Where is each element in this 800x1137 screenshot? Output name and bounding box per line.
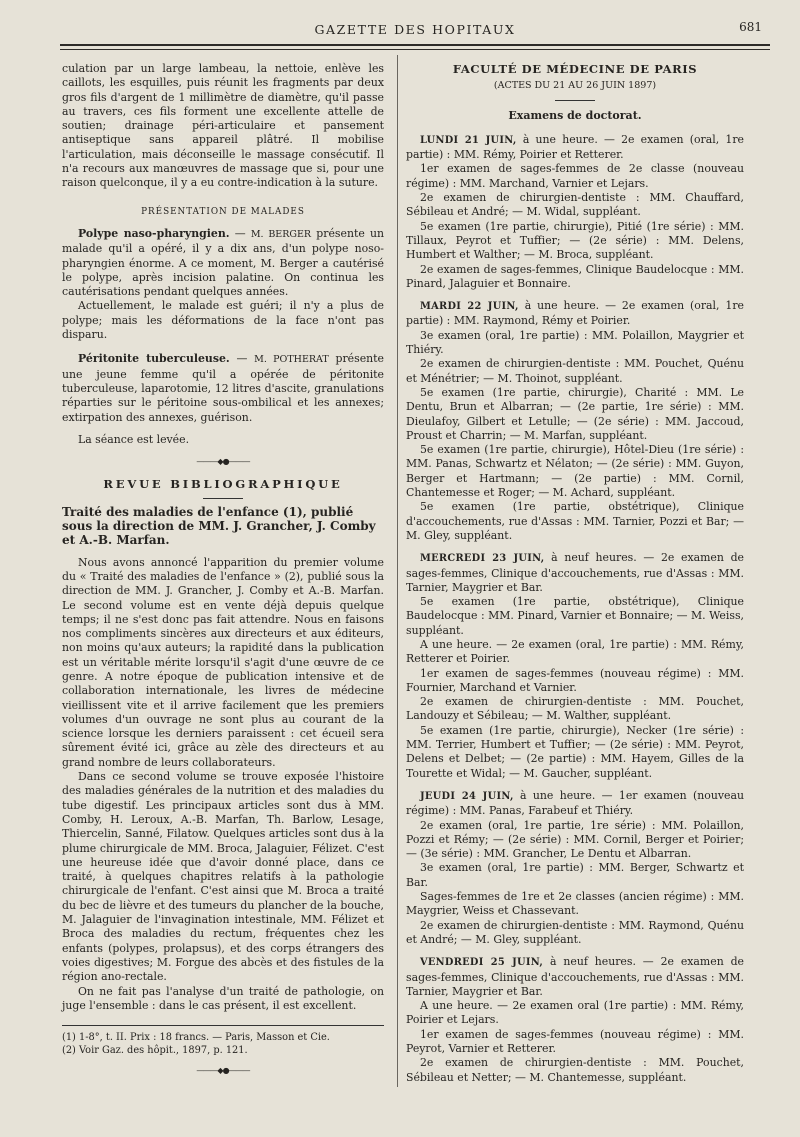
exam-entry: 5e examen (1re partie, chirurgie), Necker (1re série) : MM. Terrier, Humbert et Tuffier; — (2e série) : MM. Peyrot, Delens et Delbet; — (2e partie) : MM. Hayem, Gilles de la Tourette et Widal; — M. Gaucher, suppléant. bbox=[406, 723, 744, 780]
polype-paragraph: Polype naso-pharyngien. — M. BERGER présente un malade qu'il a opéré, il y a dix ans, d'un polype noso-pharyngien énorme. A ce moment, M. Berger a cautérisé le polype, après incision palatine. On continua les cautérisations pendant quelques années. bbox=[62, 226, 384, 299]
left-column bbox=[62, 62, 384, 1086]
page-number: 681 bbox=[739, 20, 762, 34]
footnote-2: (2) Voir Gaz. des hôpit., 1897, p. 121. bbox=[62, 1044, 248, 1056]
day-vendredi bbox=[406, 955, 744, 1085]
exam-entry: 5e examen (1re partie, obstétrique), Clinique d'accouchements, rue d'Assas : MM. Tarnier, Pozzi et Bar; — M. Gley, suppléant. bbox=[406, 500, 744, 542]
day-jeudi bbox=[406, 789, 744, 947]
short-rule-right bbox=[555, 100, 595, 101]
exam-entry: 2e examen (oral, 1re partie, 1re série) : MM. Polaillon, Pozzi et Rémy; — (2e série) : MM. Cornil, Berger et Poirier; — (3e série) : MM. Grancher, Le Dentu et Albarran. bbox=[406, 818, 744, 861]
exam-entry: MERCREDI 23 JUIN, à neuf heures. — 2e examen de sages-femmes, Clinique d'accouchements, rue d'Assas : MM. Tarnier, Maygrier et Bar. bbox=[406, 551, 745, 594]
exam-entry: VENDREDI 25 JUIN, à neuf heures. — 2e examen de sages-femmes, Clinique d'accouchements, rue d'Assas : MM. Tarnier, Maygrier et Bar. bbox=[406, 955, 745, 998]
review-paragraph-3: On ne fait pas l'analyse d'un traité de pathologie, on juge l'ensemble : dans le cas présent, il est excellent. bbox=[62, 984, 384, 1012]
exam-entry: 1er examen de sages-femmes de 2e classe (nouveau régime) : MM. Marchand, Varnier et Lejars. bbox=[406, 162, 744, 190]
exam-entry: A une heure. — 2e examen (oral, 1re partie) : MM. Rémy, Retterer et Poirier. bbox=[406, 637, 744, 666]
continuation-paragraph: culation par un large lambeau, la nettoie, enlève les caillots, les esquilles, puis réunit les fragments par deux gros fils d'argent de 1 millimètre de diamètre, qu'il passe au travers, ces fils forment une excellente attelle de soutien; drainage péri-articulaire et pansement antiseptique sans appareil plâtré. Il mobilise l'articulation, mais déconseille le massage consécutif. Il n'a recours aux manœuvres de massage que si, pour une raison quelconque, il y a eu contre-indication à la suture. bbox=[62, 62, 384, 190]
exam-entry: 3e examen (oral, 1re partie) : MM. Berger, Schwartz et Bar. bbox=[406, 861, 744, 889]
polype-paragraph-2: Actuellement, le malade est guéri; il n'y a plus de polype; mais les déformations de la face n'ont pas disparu. bbox=[62, 299, 384, 342]
header-rule-thin bbox=[60, 49, 770, 50]
exam-entry: MARDI 22 JUIN, à une heure. — 2e examen (oral, 1re partie) : MM. Raymond, Rémy et Poirier. bbox=[406, 299, 744, 328]
exam-entry: 2e examen de chirurgien-dentiste : MM. Pouchet, Sébileau et Netter; — M. Chantemesse, suppléant. bbox=[406, 1056, 744, 1084]
exam-entry: 5e examen (1re partie, obstétrique), Clinique Baudelocque : MM. Pinard, Varnier et Bonnaire; — M. Weiss, suppléant. bbox=[406, 595, 744, 637]
peritonite-author: M. POTHERAT bbox=[254, 354, 329, 366]
header-rule bbox=[60, 44, 770, 46]
ornament-divider: ———◆●——— bbox=[196, 457, 250, 467]
short-rule bbox=[203, 498, 243, 499]
polype-lead: Polype naso-pharyngien. bbox=[78, 226, 230, 240]
footnote-1: (1) 1-8°, t. II. Prix : 18 francs. — Paris, Masson et Cie. bbox=[62, 1032, 330, 1044]
exam-entry: A une heure. — 2e examen oral (1re partie) : MM. Rémy, Poirier et Lejars. bbox=[406, 999, 744, 1027]
presentation-heading: PRÉSENTATION DE MALADES bbox=[141, 206, 305, 217]
review-paragraph-2: Dans ce second volume se trouve exposée l'histoire des maladies générales de la nutrition et des maladies du tube digestif. Les principaux articles sont dus à MM. Comby, H. Leroux, A.-B. Marfan, Th. Barlow, Lesage, Thiercelin, Sanné, Filatow. Quelques articles sont dus à la plume chirurgicale de MM. Broca, Jalaguier, Félizet. C'est une heureuse idée que d'avoir donné place, dans ce traité, à quelques chapitres relatifs à la pathologie chirurgicale de l'enfant. C'est ainsi que M. Broca a traité du bec de lièvre et des tumeurs du plancher de la bouche, M. Jalaguier de l'invagination intestinale, MM. Félizet et Broca des maladies du rectum, fréquentes chez les enfants (polypes, prolapsus), et des corps étrangers des voies digestives; M. Forgue des abcès et des fistules de la région ano-rectale. bbox=[62, 770, 384, 984]
day-mardi bbox=[406, 299, 744, 543]
day-name: JEUDI 24 JUIN, bbox=[420, 790, 514, 802]
right-column bbox=[406, 62, 744, 1085]
day-mercredi bbox=[406, 551, 744, 781]
review-paragraph-1: Nous avons annoncé l'apparition du premier volume du « Traité des maladies de l'enfance » (2), publié sous la direction de MM. J. Grancher, J. Comby et A.-B. Marfan. Le second volume est en vente déjà depuis quelque temps; il ne s'est donc pas fait attendre. Nous en faisons nos compliments sincères aux directeurs et aux éditeurs, non moins qu'aux auteurs; la rapidité dans la publication est un véritable mérite lorsqu'il s'agit d'une œuvre de ce genre. A notre époque de publication intensive et de collaboration internationale, les livres de médecine vieillissent vite et il arrive facilement que les premiers volumes d'un ouvrage ne sont plus au courant de la science lorsque les derniers paraissent : cet écueil sera sûrement évité ici, grâce au zèle des directeurs et au grand nombre de leurs collaborateurs. bbox=[62, 555, 384, 769]
exam-entry: 1er examen de sages-femmes (nouveau régime) : MM. Fournier, Marchand et Varnier. bbox=[406, 666, 744, 694]
exam-entry: JEUDI 24 JUIN, à une heure. — 1er examen (nouveau régime) : MM. Panas, Farabeuf et Thiéry. bbox=[406, 788, 744, 818]
peritonite-lead: Péritonite tuberculeuse. bbox=[78, 352, 230, 366]
exam-entry: 1er examen de sages-femmes (nouveau régime) : MM. Peyrot, Varnier et Retterer. bbox=[406, 1027, 744, 1055]
day-name: MERCREDI 23 JUIN, bbox=[420, 553, 545, 565]
exam-entry: 3e examen (oral, 1re partie) : MM. Polaillon, Maygrier et Thiéry. bbox=[406, 328, 744, 357]
exam-entry: 2e examen de chirurgien-dentiste : MM. Chauffard, Sébileau et André; — M. Widal, suppléant. bbox=[406, 191, 744, 219]
exam-entry: 5e examen (1re partie, chirurgie), Charité : MM. Le Dentu, Brun et Albarran; — (2e partie, 1re série) : MM. Dieulafoy, Gilbert et Letulle; — (2e série) : MM. Jaccoud, Proust et Charrin; — M. Marfan, suppléant. bbox=[406, 385, 744, 442]
seance-levee: La séance est levée. bbox=[78, 432, 190, 446]
book-title: Traité des maladies de l'enfance (1), publié sous la direction de MM. J. Grancher, J. Comby et A.-B. Marfan. bbox=[62, 504, 376, 548]
polype-text: présente un malade qu'il a opéré, il y a dix ans, d'un polype noso-pharyngien énorme. A ce moment, M. Berger a cautérisé le polype, après incision palatine. On continua les cautérisations pendant quelques années. bbox=[62, 226, 384, 299]
exam-entry: 2e examen de sages-femmes, Clinique Baudelocque : MM. Pinard, Jalaguier et Bonnaire. bbox=[406, 262, 744, 290]
faculte-title: FACULTÉ DE MÉDECINE DE PARIS bbox=[452, 62, 698, 76]
day-name: LUNDI 21 JUIN, bbox=[420, 134, 517, 146]
faculte-subtitle: (ACTES DU 21 AU 26 JUIN 1897) bbox=[493, 80, 657, 92]
running-title: GAZETTE DES HOPITAUX bbox=[314, 22, 516, 37]
footnotes bbox=[62, 1025, 384, 1078]
exam-entry: 2e examen de chirurgien-dentiste : MM. Pouchet, Landouzy et Sébileau; — M. Walther, suppléant. bbox=[406, 695, 744, 723]
peritonite-text: présente une jeune femme qu'il a opérée de péritonite tuberculeuse, laparotomie, 12 litres d'ascite, granulations réparties sur le péritoine sous-ombilical et les annexes; extirpation des annexes, guérison. bbox=[62, 352, 384, 424]
day-name: MARDI 22 JUIN, bbox=[420, 301, 519, 313]
exam-entry: 5e examen (1re partie, chirurgie), Hôtel-Dieu (1re série) : MM. Panas, Schwartz et Nélaton; — (2e série) : MM. Guyon, Berger et Hartmann; — (2e partie) : MM. Cornil, Chantemesse et Roger; — M. Achard, suppléant. bbox=[406, 443, 744, 500]
exam-entry: 2e examen de chirurgien-dentiste : MM. Raymond, Quénu et André; — M. Gley, suppléant. bbox=[406, 918, 744, 946]
footnote-ornament: ———◆●——— bbox=[196, 1066, 250, 1076]
page-header bbox=[60, 18, 770, 44]
footnote-rule bbox=[62, 1025, 384, 1026]
day-lundi bbox=[406, 133, 744, 291]
exam-entry: 2e examen de chirurgien-dentiste : MM. Pouchet, Quénu et Ménétrier; — M. Thoinot, suppléant. bbox=[406, 357, 744, 385]
column-divider bbox=[397, 55, 398, 1087]
exam-entry: 5e examen (1re partie, chirurgie), Pitié (1re série) : MM. Tillaux, Peyrot et Tuffier; — (2e série) : MM. Delens, Humbert et Walther; — M. Broca, suppléant. bbox=[406, 219, 744, 262]
polype-author: M. BERGER bbox=[250, 228, 312, 240]
revue-bibliographique-title: REVUE BIBLIOGRAPHIQUE bbox=[103, 477, 343, 492]
exam-entry: LUNDI 21 JUIN, à une heure. — 2e examen (oral, 1re partie) : MM. Rémy, Poirier et Retterer. bbox=[406, 132, 744, 162]
peritonite-paragraph: Péritonite tuberculeuse. — M. POTHERAT présente une jeune femme qu'il a opérée de péritonite tuberculeuse, laparotomie, 12 litres d'ascite, granulations réparties sur le péritoine sous-ombilical et les annexes; extirpation des annexes, guérison. bbox=[62, 352, 384, 424]
examens-heading: Examens de doctorat. bbox=[508, 108, 642, 122]
exam-entry: Sages-femmes de 1re et 2e classes (ancien régime) : MM. Maygrier, Weiss et Chassevant. bbox=[406, 890, 744, 918]
day-name: VENDREDI 25 JUIN, bbox=[420, 957, 544, 969]
